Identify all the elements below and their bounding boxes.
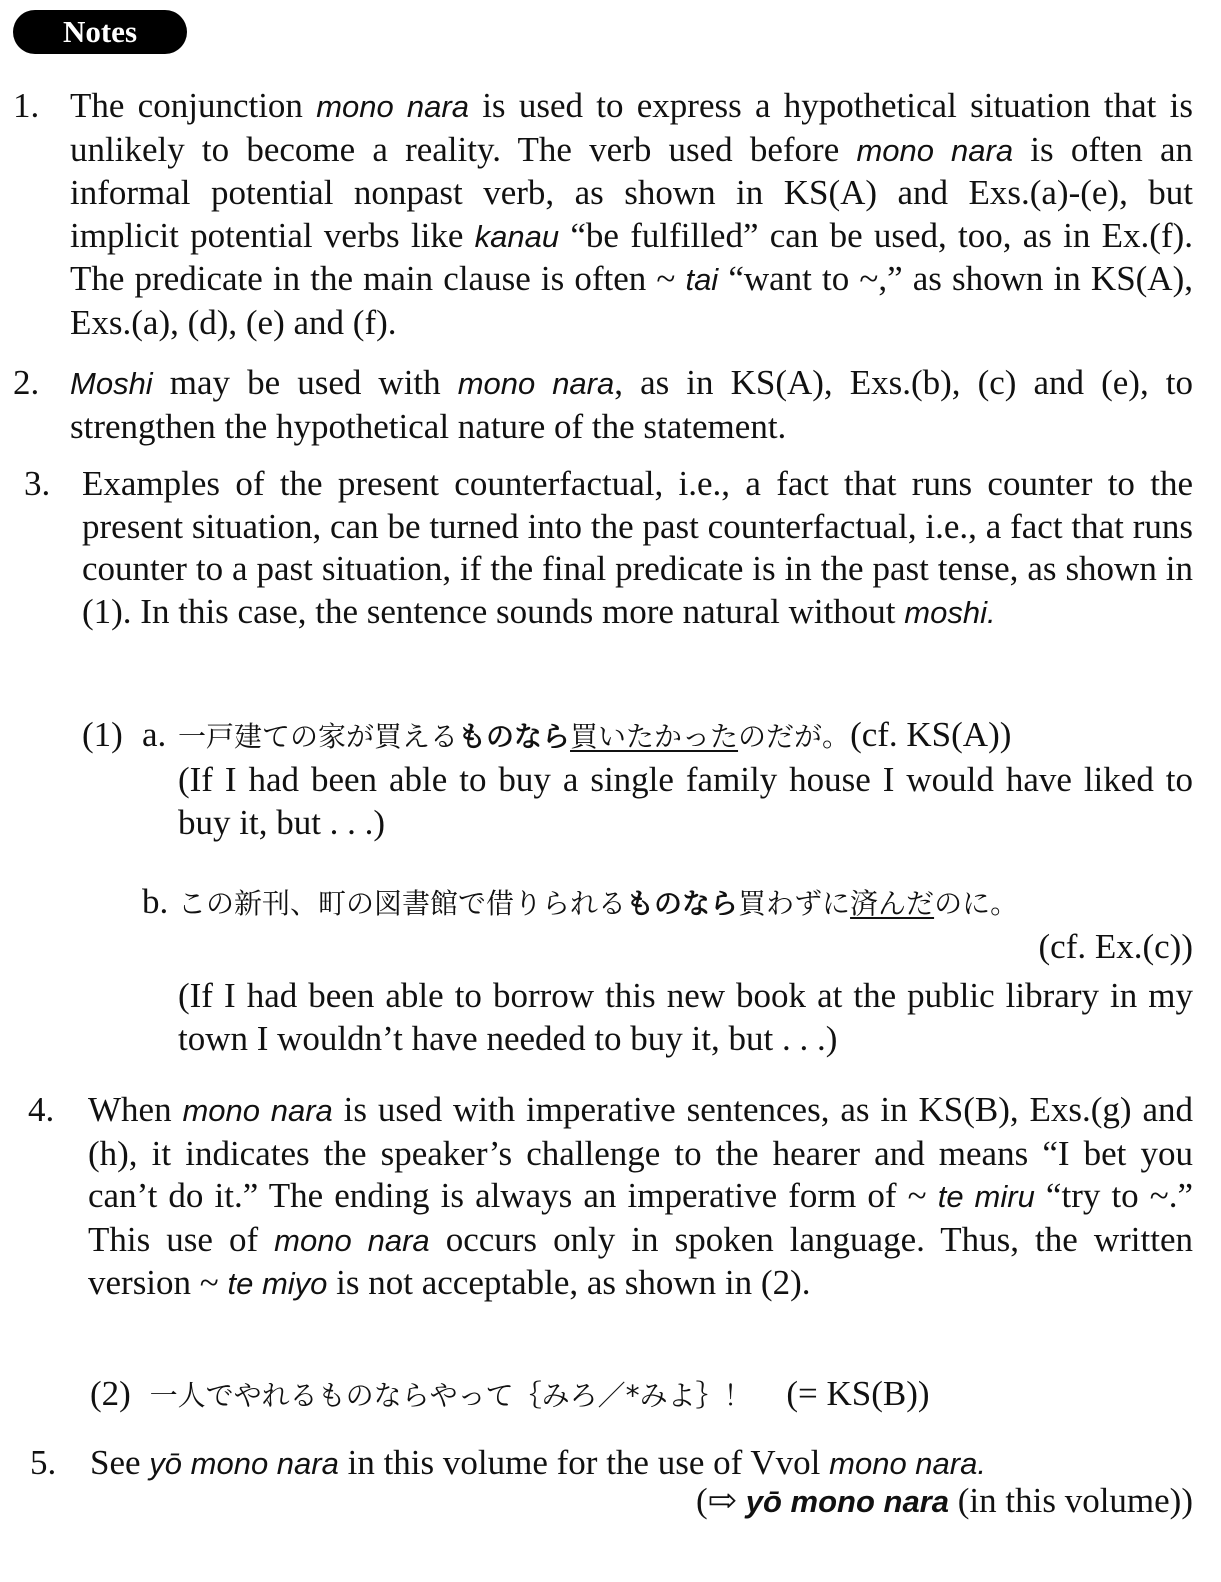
note-number: 5. [30,1443,57,1482]
example-reference: (= KS(B)) [786,1374,930,1413]
example-translation: (If I had been able to borrow this new book at the public library in my town I wouldn’t have needed to buy it, but . . .) [178,976,1193,1058]
note-4 [28,1089,1194,1306]
example-japanese: 一人でやれるものならやって｛みろ／*みよ｝！ [149,1379,752,1412]
note-number: 3. [24,464,51,503]
cross-reference-term: yō mono nara [745,1484,949,1519]
example-1b [142,880,1193,1060]
example-japanese: 一戸建ての家が買えるものなら買いたかったのだが。(cf. KS(A)) [178,715,1012,754]
example-letter: b. [142,882,169,921]
example-reference: (cf. Ex.(c)) [1038,927,1193,966]
note-text: The conjunction mono nara is used to express a hypothetical situation that is unlikely to become a reality. The verb used before mono nara is often an informal potential nonpast verb, as shown in KS(A) and Exs.(a)-(e), but implicit potential verbs like kanau “be fulfilled” can be used, too, as in Ex.(f). The predicate in the main clause is often ~ tai “want to ~,” as shown in KS(A), Exs.(a), (d), (e) and (f). [70,86,1193,342]
note-5 [30,1442,1193,1486]
right-arrow-icon: (⇨ [696,1481,746,1520]
cross-reference: (⇨ yō mono nara (in this volume)) [696,1481,1193,1520]
note-3 [24,463,1193,634]
note-text: When mono nara is used with imperative sentences, as in KS(B), Exs.(g) and (h), it indicates the speaker’s challenge to the hearer and means “I bet you can’t do it.” The ending is always an imperative form of ~ te miru “try to ~.” This use of mono nara occurs only in spoken language. Thus, the written version ~ te miyo is not acceptable, as shown in (2). [88,1090,1194,1302]
note-number: 2. [13,363,40,402]
note-text: See yō mono nara in this volume for the use of Vvol mono nara. [90,1443,986,1482]
example-2 [90,1372,1193,1417]
example-translation: (If I had been able to buy a single family house I would have liked to buy it, but . . .) [178,760,1193,842]
note-text: Moshi may be used with mono nara, as in KS(A), Exs.(b), (c) and (e), to strengthen the hypothetical nature of the statement. [70,363,1193,446]
note-1 [13,85,1193,344]
example-number: (1) [82,715,123,754]
note-text: Examples of the present counterfactual, i.e., a fact that runs counter to the present situation, can be turned into the past counterfactual, i.e., a fact that runs counter to a past situation, if the final predicate is in the past tense, as shown in (1). In this case, the sentence sounds more natural without moshi. [82,464,1193,631]
example-number: (2) [90,1374,131,1413]
example-1a [82,713,1193,844]
example-letter: a. [142,715,167,754]
note-number: 1. [13,86,40,125]
note-number: 4. [28,1090,55,1129]
notes-badge: Notes [13,10,187,54]
example-japanese: この新刊、町の図書館で借りられるものなら買わずに済んだのに。 [178,887,1019,920]
note-2 [13,362,1193,448]
